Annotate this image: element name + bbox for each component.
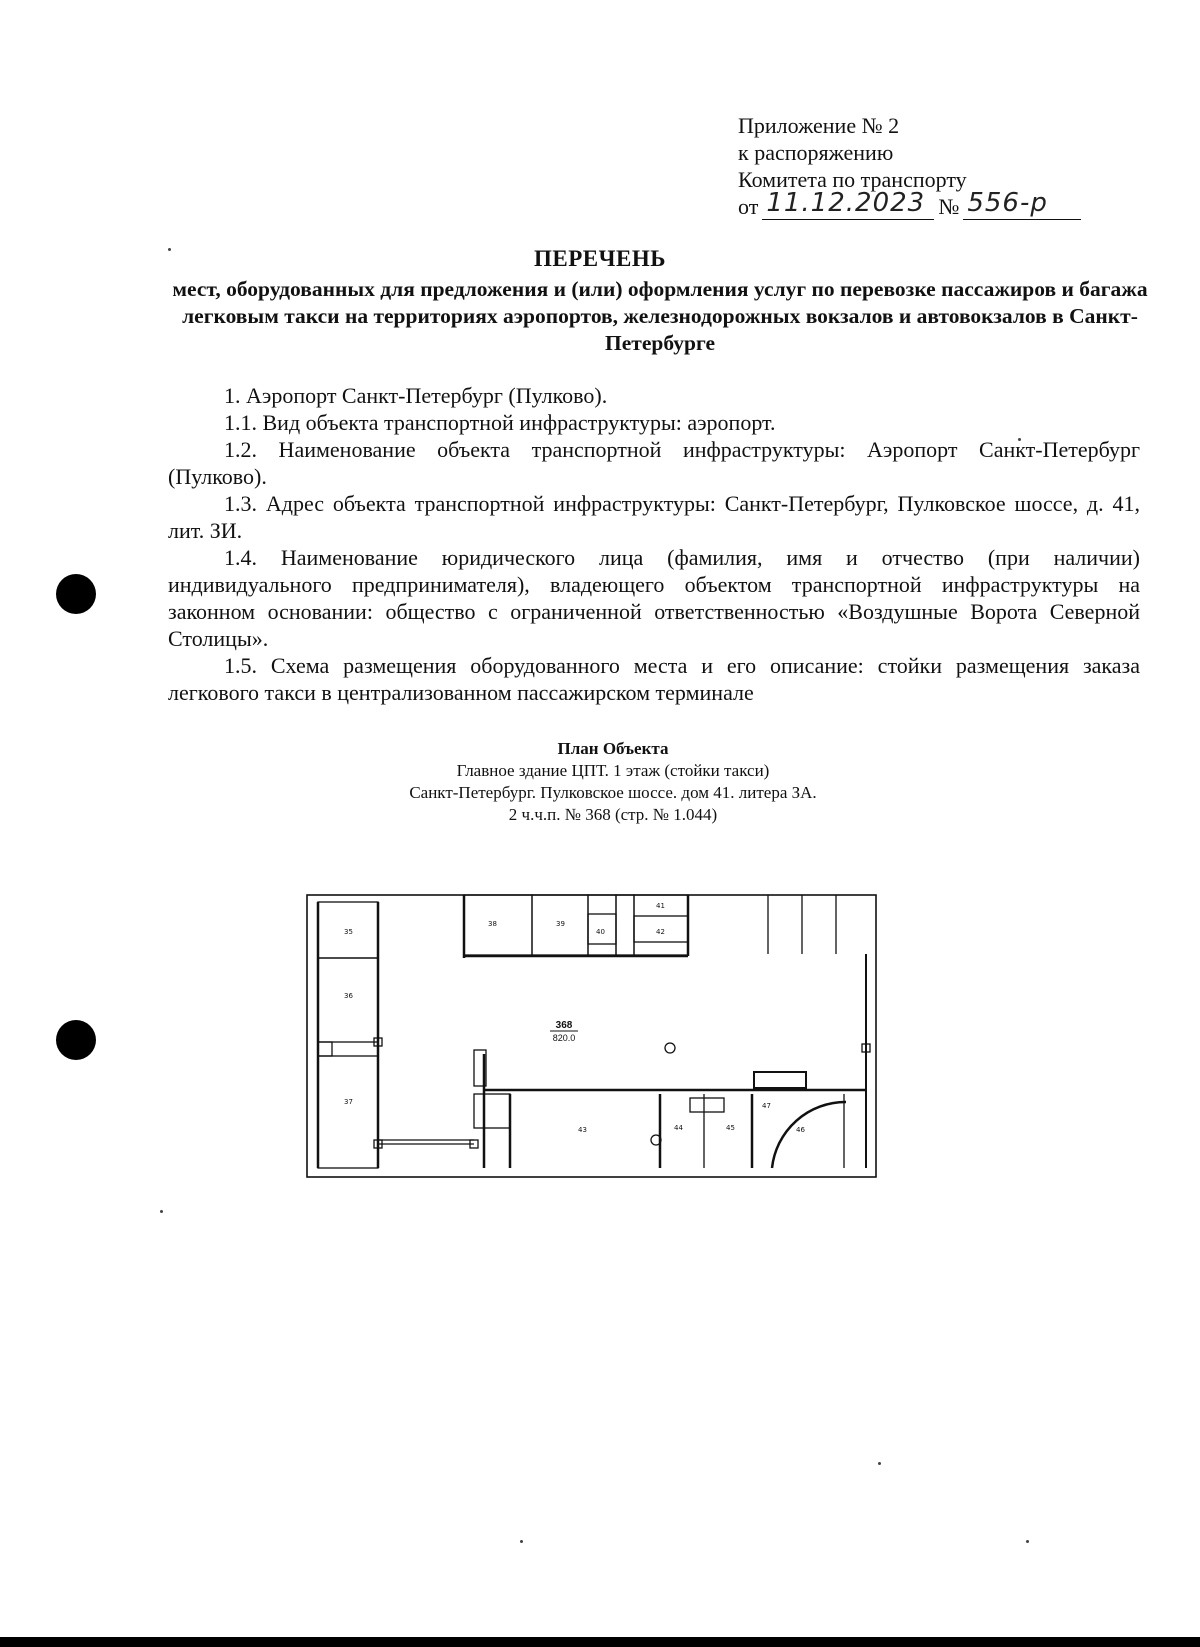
paragraph-1-3: 1.3. Адрес объекта транспортной инфраструктуры: Санкт-Петербург, Пулковское шоссе, д. 41, лит. ЗИ. (168, 491, 1140, 543)
punch-hole (56, 1020, 96, 1060)
room-tag: 37 (344, 1098, 353, 1106)
handwritten-date: 11.12.2023 (766, 188, 926, 218)
main-room-area: 820.0 (552, 1033, 576, 1043)
handwritten-number: 556-р (967, 188, 1048, 218)
room-tag: 43 (578, 1126, 587, 1134)
paragraph-1-1: 1.1. Вид объекта транспортной инфраструктуры: аэропорт. (224, 410, 776, 435)
plan-caption-line1: Главное здание ЦПТ. 1 этаж (стойки такси) (456, 761, 770, 780)
plan-caption-line3: 2 ч.ч.п. № 368 (стр. № 1.044) (508, 805, 718, 824)
appendix-date-number-row (738, 188, 1081, 220)
document-title: ПЕРЕЧЕНЬ (534, 246, 666, 271)
document-body (168, 382, 1140, 706)
room-tag: 36 (344, 992, 353, 1000)
room-tag: 42 (656, 928, 665, 936)
from-label: от (738, 194, 759, 219)
plan-caption-line2: Санкт-Петербург. Пулковское шоссе. дом 41. литера ЗА. (409, 783, 817, 802)
scan-edge (0, 1637, 1200, 1647)
paragraph-1-4: 1.4. Наименование юридического лица (фамилия, имя и отчество (при наличии) индивидуального предпринимателя), владеющего объектом транспортной инфраструктуры на законном основании: общество с ограниченной ответственностью «Воздушные Ворота Северной Столицы». (168, 545, 1140, 651)
appendix-block (738, 112, 1081, 220)
scan-speck (160, 1210, 163, 1213)
appendix-number: Приложение № 2 (738, 113, 900, 138)
paragraph-1-2: 1.2. Наименование объекта транспортной инфраструктуры: Аэропорт Санкт-Петербург (Пулково). (168, 437, 1140, 489)
paragraph-1: 1. Аэропорт Санкт-Петербург (Пулково). (224, 383, 608, 408)
scan-speck (520, 1540, 523, 1543)
room-tag: 44 (674, 1124, 683, 1132)
floor-plan-drawing (306, 894, 877, 1178)
scan-speck (1026, 1540, 1029, 1543)
plan-caption (0, 738, 1200, 826)
room-tag: 38 (488, 920, 497, 928)
appendix-committee: Комитета по транспорту (738, 167, 967, 192)
number-field (963, 188, 1081, 220)
room-tag: 47 (762, 1102, 771, 1110)
floor-plan (306, 894, 877, 1178)
room-tag: 45 (726, 1124, 735, 1132)
room-tag: 35 (344, 928, 353, 936)
document-subtitle: мест, оборудованных для предложения и (или) оформления услуг по перевозке пассажиров и багажа легковым такси на территориях аэропортов, железнодорожных вокзалов и автовокзалов в Санкт-Петербурге (172, 277, 1148, 355)
punch-hole (56, 574, 96, 614)
plan-title: План Объекта (557, 739, 669, 758)
room-tag: 46 (796, 1126, 805, 1134)
appendix-order: к распоряжению (738, 140, 894, 165)
main-room-number: 368 (555, 1020, 573, 1031)
room-tag: 40 (596, 928, 605, 936)
date-field (762, 188, 934, 220)
room-tag: 41 (656, 902, 665, 910)
number-label: № (938, 194, 960, 219)
scan-speck (878, 1462, 881, 1465)
paragraph-1-5: 1.5. Схема размещения оборудованного места и его описание: стойки размещения заказа легкового такси в централизованном пассажирском терминале (168, 653, 1140, 705)
room-tag: 39 (556, 920, 565, 928)
